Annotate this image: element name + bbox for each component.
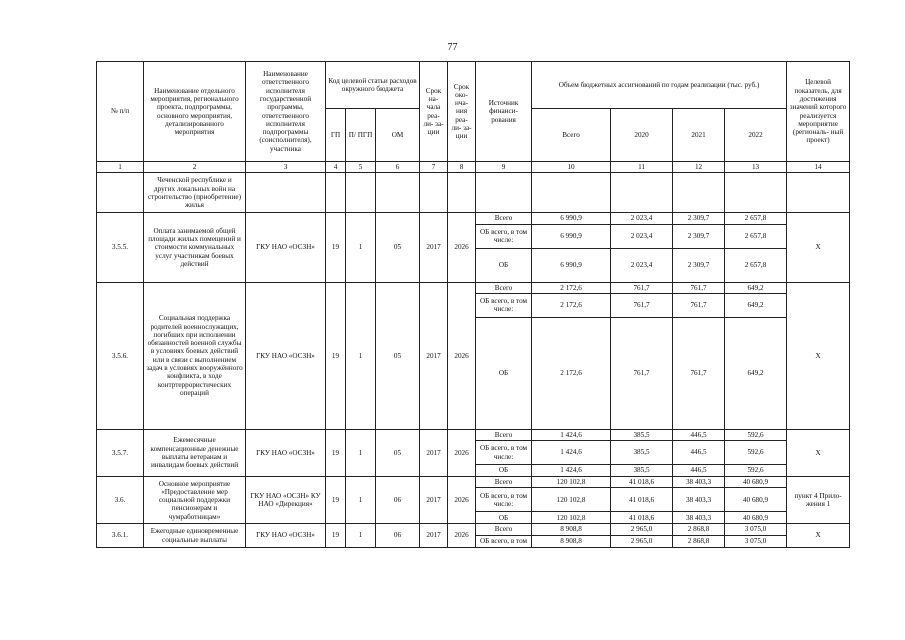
row-end: 2026 [448,477,476,524]
fin-2022: 3 075,0 [725,524,787,535]
fin-2022: 2 657,8 [725,248,787,282]
header-start: Срок на- чала реа- ли- за- ции [420,62,448,162]
header-name: Наименование отдельного мероприятия, регионального проекта, подпрограммы, основного мероприятия, детализированного мероприятия [144,62,246,162]
fin-total: 2 172,6 [532,317,611,429]
table-row [97,213,850,224]
fin-2022: 40 680,9 [725,477,787,488]
colnum-12: 12 [673,162,725,173]
row-gp: 19 [326,524,346,547]
colnum-9: 9 [476,162,532,173]
fin-total: 120 102,8 [532,477,611,488]
row-start: 2017 [420,213,448,282]
fin-2020: 2 023,4 [611,224,673,248]
header-executor: Наименование ответственного исполнителя государственной программы, ответственного исполнителя подпрограммы (соисполнителя), участника [246,62,326,162]
header-pgp: П/ ПГП [346,109,376,162]
fin-2021: 38 403,3 [673,477,725,488]
fin-2022: 592,6 [725,441,787,465]
row-om: 05 [376,213,420,282]
row-pgp: 1 [346,524,376,547]
colnum-4: 4 [326,162,346,173]
row-om: 06 [376,524,420,547]
fin-source: Всего [476,524,532,535]
header-target: Целевой показатель, для достижения значений которого реализуется мероприятие (региональ- ный проект) [787,62,850,162]
fin-source: ОБ всего, в том числе: [476,224,532,248]
header-2021: 2021 [673,109,725,162]
fin-total: 2 172,6 [532,293,611,317]
colnum-2: 2 [144,162,246,173]
continuation-row [97,173,850,213]
colnum-3: 3 [246,162,326,173]
fin-2020: 41 018,6 [611,512,673,524]
colnum-14: 14 [787,162,850,173]
fin-2020: 2 023,4 [611,213,673,224]
table-row [97,282,850,293]
colnum-7: 7 [420,162,448,173]
fin-total: 6 990,9 [532,213,611,224]
row-name: Основное мероприятие «Предоставление мер социальной поддержки пенсионерам и чумработницам» [144,477,246,524]
row-number: 3.5.6. [97,282,144,429]
fin-2020: 2 023,4 [611,248,673,282]
row-start: 2017 [420,282,448,429]
fin-total: 120 102,8 [532,488,611,512]
row-target: пункт 4 Прило- жения 1 [787,477,850,524]
row-gp: 19 [326,282,346,429]
fin-total: 1 424,6 [532,441,611,465]
fin-2022: 40 680,9 [725,488,787,512]
fin-2022: 592,6 [725,429,787,440]
row-om: 05 [376,429,420,476]
fin-2021: 38 403,3 [673,488,725,512]
header-2020: 2020 [611,109,673,162]
header-end: Срок око- нча- ния реа- ли- за- ции [448,62,476,162]
fin-source: Всего [476,477,532,488]
fin-2022: 649,2 [725,317,787,429]
row-gp: 19 [326,429,346,476]
row-om: 06 [376,477,420,524]
row-executor: ГКУ НАО «ОСЗН» [246,429,326,476]
fin-2021: 446,5 [673,429,725,440]
colnum-10: 10 [532,162,611,173]
continuation-text: Чеченской республике и других локальных войн на строительство (приобретение) жилья [144,173,246,213]
header-budget: Объем бюджетных ассигнований по годам реализации (тыс. руб.) [532,62,787,109]
table-row [97,429,850,440]
header-gp: ГП [326,109,346,162]
colnum-13: 13 [725,162,787,173]
fin-2022: 3 075,0 [725,535,787,547]
fin-2020: 41 018,6 [611,477,673,488]
fin-2020: 385,5 [611,465,673,477]
row-number: 3.5.7. [97,429,144,476]
row-name: Ежемесячные компенсационные денежные выплаты ветеранам и инвалидам боевых действий [144,429,246,476]
fin-source: ОБ [476,317,532,429]
fin-source: Всего [476,429,532,440]
fin-total: 8 908,8 [532,524,611,535]
fin-2020: 41 018,6 [611,488,673,512]
row-start: 2017 [420,477,448,524]
fin-source: Всего [476,213,532,224]
budget-table [96,61,850,548]
fin-2021: 2 309,7 [673,224,725,248]
row-start: 2017 [420,524,448,547]
fin-2022: 40 680,9 [725,512,787,524]
row-end: 2026 [448,524,476,547]
row-pgp: 1 [346,429,376,476]
fin-total: 2 172,6 [532,282,611,293]
row-pgp: 1 [346,282,376,429]
fin-source: ОБ всего, в том числе: [476,293,532,317]
fin-total: 1 424,6 [532,465,611,477]
fin-2021: 446,5 [673,441,725,465]
fin-2022: 2 657,8 [725,213,787,224]
fin-2022: 649,2 [725,293,787,317]
row-number: 3.5.5. [97,213,144,282]
header-om: ОМ [376,109,420,162]
fin-source: Всего [476,282,532,293]
fin-source: ОБ всего, в том [476,535,532,547]
colnum-8: 8 [448,162,476,173]
fin-2021: 2 309,7 [673,248,725,282]
row-name: Социальная поддержка родителей военнослужащих, погибших при исполнении обязанностей военной службы в условиях боевых действий или в связи с выполнением задач в условиях вооружённого конфликта, в ходе контртеррористических операций [144,282,246,429]
page-number: 77 [447,42,458,53]
row-pgp: 1 [346,477,376,524]
row-end: 2026 [448,429,476,476]
row-number: 3.6. [97,477,144,524]
fin-2022: 649,2 [725,282,787,293]
header-num: № п/п [97,62,144,162]
fin-total: 6 990,9 [532,224,611,248]
fin-2020: 761,7 [611,317,673,429]
row-start: 2017 [420,429,448,476]
fin-2020: 385,5 [611,429,673,440]
header-source: Источник финанси- рования [476,62,532,162]
fin-source: ОБ [476,248,532,282]
row-end: 2026 [448,282,476,429]
fin-2020: 761,7 [611,293,673,317]
fin-2020: 761,7 [611,282,673,293]
row-target: Х [787,213,850,282]
fin-2021: 761,7 [673,282,725,293]
row-name: Ежегодные единовременные социальные выплаты [144,524,246,547]
fin-source: ОБ всего, в том числе: [476,488,532,512]
row-executor: ГКУ НАО «ОСЗН» [246,213,326,282]
fin-2021: 2 868,8 [673,524,725,535]
fin-total: 8 908,8 [532,535,611,547]
fin-2020: 2 965,0 [611,535,673,547]
row-executor: ГКУ НАО «ОСЗН» КУ НАО «Дирекция» [246,477,326,524]
row-executor: ГКУ НАО «ОСЗН» [246,524,326,547]
fin-2020: 385,5 [611,441,673,465]
header-code: Код целевой статьи расходов окружного бюджета [326,62,420,109]
fin-source: ОБ [476,512,532,524]
fin-2021: 38 403,3 [673,512,725,524]
column-numbers-row [97,162,850,173]
header-total: Всего [532,109,611,162]
fin-total: 120 102,8 [532,512,611,524]
fin-total: 1 424,6 [532,429,611,440]
row-name: Оплата занимаемой общей площади жилых помещений и стоимости коммунальных услуг участникам боевых действий [144,213,246,282]
row-end: 2026 [448,213,476,282]
table-row [97,477,850,488]
fin-total: 6 990,9 [532,248,611,282]
row-gp: 19 [326,477,346,524]
colnum-6: 6 [376,162,420,173]
colnum-5: 5 [346,162,376,173]
fin-source: ОБ всего, в том числе: [476,441,532,465]
fin-2021: 2 309,7 [673,213,725,224]
fin-2021: 761,7 [673,293,725,317]
row-number: 3.6.1. [97,524,144,547]
fin-2022: 2 657,8 [725,224,787,248]
fin-2022: 592,6 [725,465,787,477]
fin-2021: 446,5 [673,465,725,477]
table-row [97,524,850,535]
fin-2021: 2 868,8 [673,535,725,547]
fin-source: ОБ [476,465,532,477]
row-gp: 19 [326,213,346,282]
row-target: Х [787,282,850,429]
row-pgp: 1 [346,213,376,282]
colnum-11: 11 [611,162,673,173]
fin-2021: 761,7 [673,317,725,429]
row-executor: ГКУ НАО «ОСЗН» [246,282,326,429]
row-om: 05 [376,282,420,429]
row-target: Х [787,524,850,547]
row-target: Х [787,429,850,476]
colnum-1: 1 [97,162,144,173]
fin-2020: 2 965,0 [611,524,673,535]
header-2022: 2022 [725,109,787,162]
